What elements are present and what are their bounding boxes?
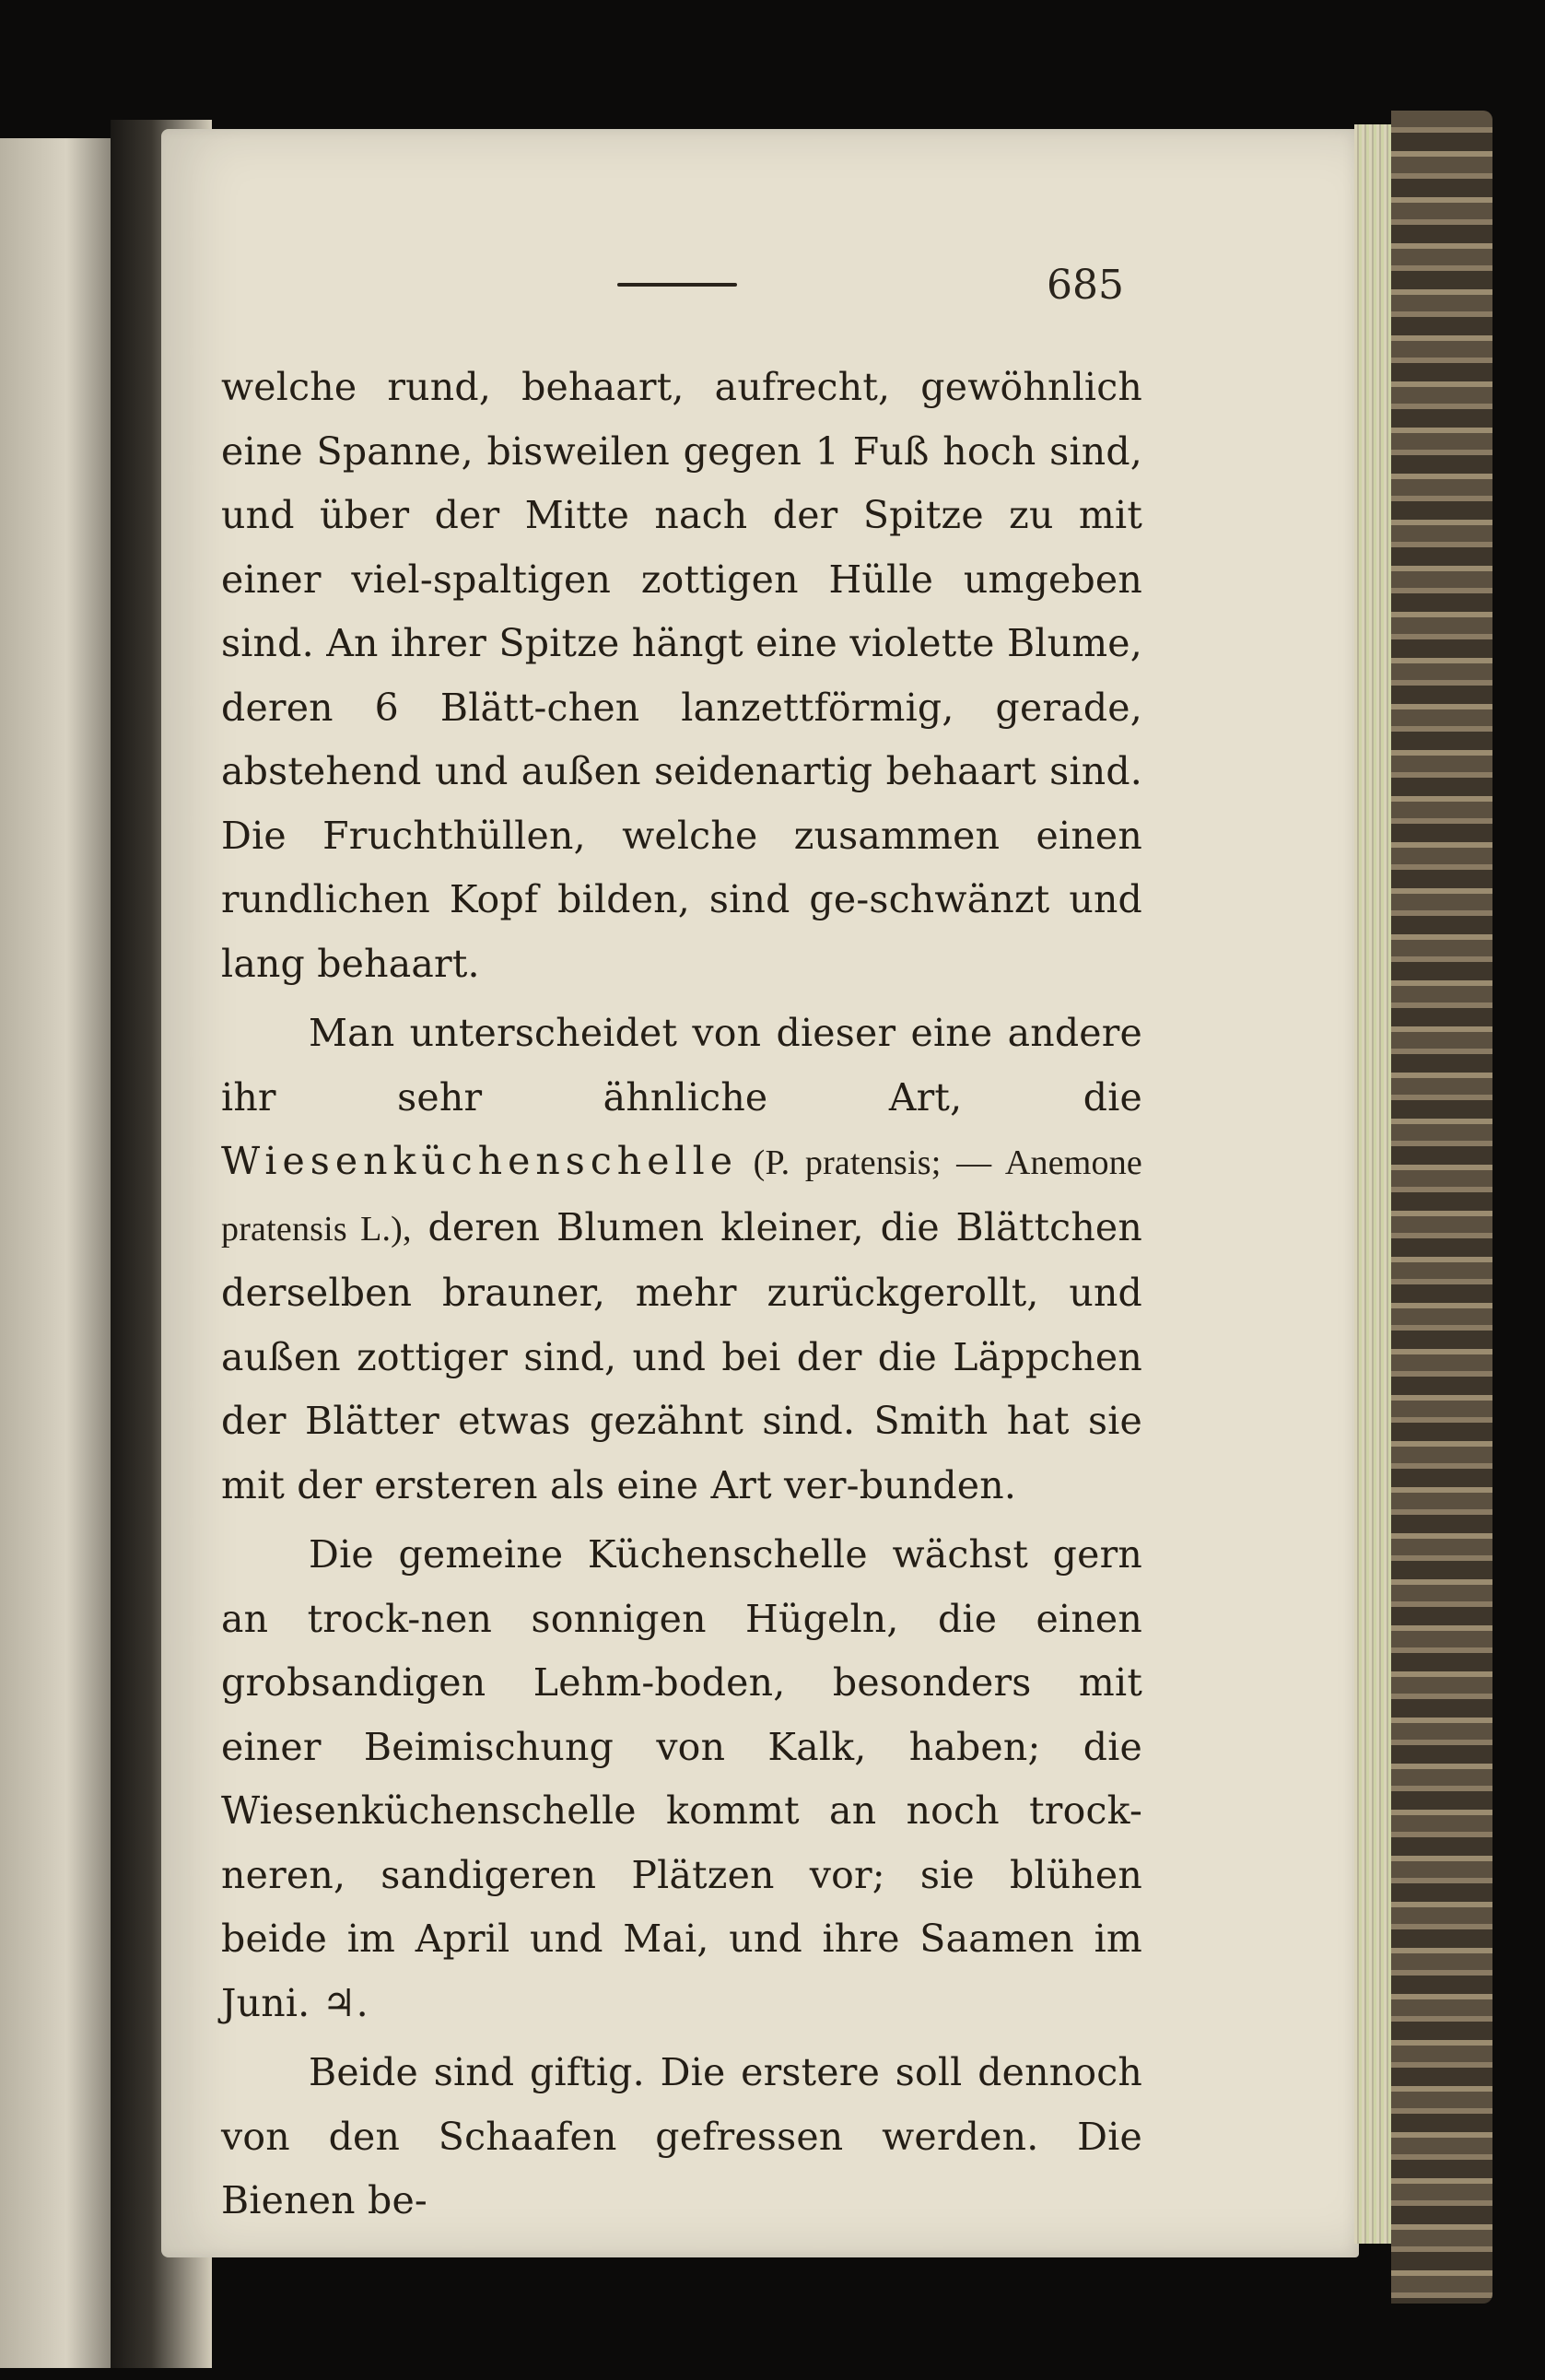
paragraph-3: Die gemeine Küchenschelle wächst gern an trock-nen sonnigen Hügeln, die einen grobsandigen Lehm-boden, besonders mit einer Beimischung von Kalk, haben; die Wiesenküchenschelle kommt an noch trock-neren, sandigeren Plätzen vor; sie blühen beide im April und Mai, und ihre Saamen im Juni. ♃. <box>221 1532 1142 2025</box>
page-content <box>221 262 1143 2233</box>
paragraph-4: Beide sind giftig. Die erstere soll dennoch von den Schaafen gefressen werden. Die Bienen be- <box>221 2050 1142 2222</box>
left-page-edge <box>0 138 111 2368</box>
paragraph-1: welche rund, behaart, aufrecht, gewöhnlich eine Spanne, bisweilen gegen 1 Fuß hoch sind, und über der Mitte nach der Spitze zu mit einer viel-spaltigen zottigen Hülle umgeben sind. An ihrer Spitze hängt eine violette Blume, deren 6 Blätt-chen lanzettförmig, gerade, abstehend und außen seidenartig behaart sind. Die Fruchthüllen, welche zusammen einen rundlichen Kopf bilden, sind ge-schwänzt und lang behaart. <box>221 365 1142 986</box>
paragraph-2 <box>221 1002 1142 1518</box>
paragraph-2-before: Man unterscheidet von dieser eine andere ihr sehr ähnliche Art, die <box>221 1011 1142 1120</box>
wiesenkuechenschelle-term: Wiesenküchenschelle <box>221 1139 738 1183</box>
page-header <box>221 262 1142 322</box>
page-number: 685 <box>1047 262 1124 309</box>
paragraph-2-after: deren Blumen kleiner, die Blättchen derselben brauner, mehr zurückgerollt, und außen zottiger sind, und bei der die Läppchen der Blätter etwas gezähnt sind. Smith hat sie mit der ersteren als eine Art ver-bunden. <box>221 1204 1143 1507</box>
latin-name: (P. pratensis; — Anemone pratensis L.), <box>221 1143 1142 1249</box>
book-cover-edge <box>1391 111 1492 2304</box>
header-ornament <box>617 280 737 289</box>
